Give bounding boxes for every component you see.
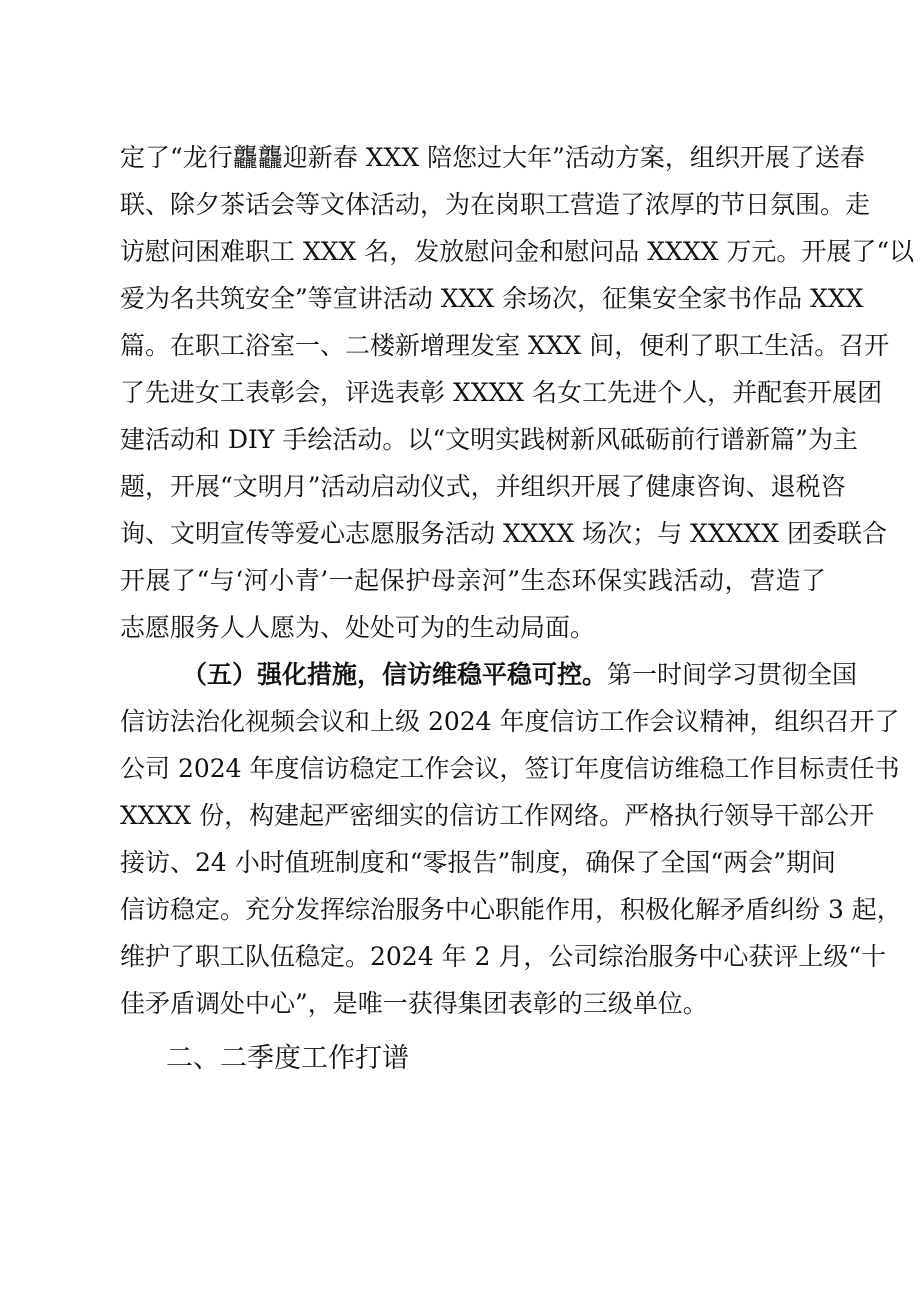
paragraph-line: 联、除夕茶话会等文体活动，为在岗职工营造了浓厚的节日氛围。走 <box>120 190 871 219</box>
paragraph-first-line-text: 第一时间学习贯彻全国 <box>607 660 858 689</box>
paragraph-line: 篇。在职工浴室一、二楼新增理发室 XXX 间，便利了职工生活。召开 <box>120 331 890 360</box>
paragraph-line: 开展了“与‘河小青’一起保护母亲河”生态环保实践活动，营造了 <box>120 566 826 595</box>
paragraph-line: 访慰问困难职工 XXX 名，发放慰问金和慰问品 XXXX 万元。开展了“以 <box>120 237 915 266</box>
paragraph-line: 题，开展“文明月”活动启动仪式，并组织开展了健康咨询、退税咨 <box>120 472 846 501</box>
paragraph-line: 维护了职工队伍稳定。2024 年 2 月，公司综治服务中心获评上级“十 <box>120 942 887 971</box>
paragraph-line: 公司 2024 年度信访稳定工作会议，签订年度信访维稳工作目标责任书 <box>120 754 900 783</box>
paragraph-line: 爱为名共筑安全”等宣讲活动 XXX 余场次，征集安全家书作品 XXX <box>120 284 864 313</box>
paragraph-line: 佳矛盾调处中心”，是唯一获得集团表彰的三级单位。 <box>120 989 708 1018</box>
paragraph-line: 信访法治化视频会议和上级 2024 年度信访工作会议精神，组织召开了 <box>120 707 900 736</box>
paragraph-line: 信访稳定。充分发挥综治服务中心职能作用，积极化解矛盾纠纷 3 起， <box>120 895 902 924</box>
paragraph-lead-heading: （五）强化措施，信访维稳平稳可控。 <box>182 660 608 689</box>
paragraph-line: 志愿服务人人愿为、处处可为的生动局面。 <box>120 613 596 642</box>
paragraph-line: 接访、24 小时值班制度和“零报告”制度，确保了全国“两会”期间 <box>120 848 836 877</box>
paragraph-line: XXXX 份，构建起严密细实的信访工作网络。严格执行领导干部公开 <box>120 801 875 830</box>
paragraph-line: 定了“龙行龘龘迎新春 XXX 陪您过大年”活动方案，组织开展了送春 <box>120 143 865 172</box>
paragraph-first-line <box>182 658 858 692</box>
section-heading: 二、二季度工作打谱 <box>166 1043 409 1074</box>
paragraph-line: 建活动和 DIY 手绘活动。以“文明实践树新风砥砺前行谱新篇”为主 <box>120 425 858 454</box>
paragraph-line: 了先进女工表彰会，评选表彰 XXXX 名女工先进个人，并配套开展团 <box>120 378 883 407</box>
paragraph-line: 询、文明宣传等爱心志愿服务活动 XXXX 场次；与 XXXXX 团委联合 <box>120 519 887 548</box>
